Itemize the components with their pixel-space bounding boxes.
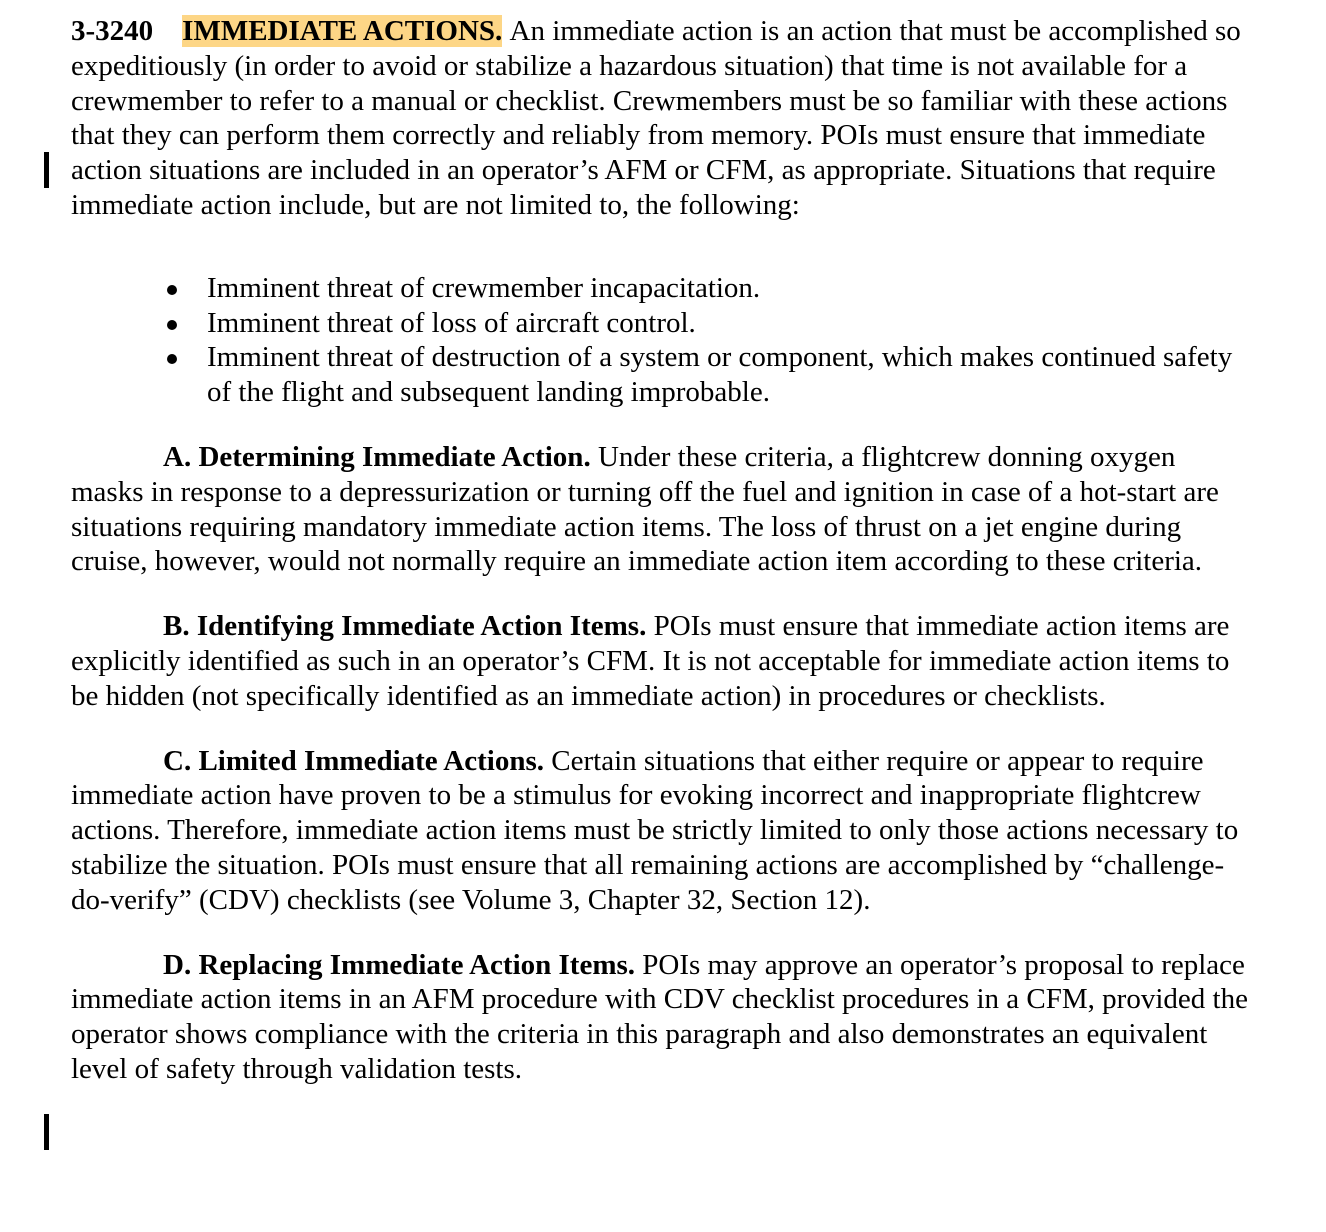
subsection-a	[71, 440, 1251, 579]
change-bar-intro	[44, 152, 49, 188]
change-bar-section-d	[44, 1114, 49, 1150]
subsection-d-letter: D.	[163, 948, 192, 981]
subsection-c-letter: C.	[163, 744, 192, 777]
subsection-b-title: Identifying Immediate Action Items.	[196, 610, 647, 643]
section-title: IMMEDIATE ACTIONS.	[182, 15, 503, 47]
list-item: Imminent threat of loss of aircraft control.	[71, 306, 1251, 341]
subsection-d-text: POIs may approve an operator’s proposal to replace immediate action items in an AFM procedure with CDV checklist procedures in a CFM, provided the operator shows compliance with the criteria in this paragraph and also demonstrates an equivalent level of safety through validation tests.	[71, 948, 1248, 1085]
section-number: 3-3240	[71, 15, 154, 47]
subsection-a-title: Determining Immediate Action.	[198, 440, 591, 473]
bullet-icon	[167, 285, 177, 295]
subsection-a-letter: A.	[163, 440, 192, 473]
section-intro-paragraph	[71, 14, 1251, 223]
subsection-b-text: POIs must ensure that immediate action items are explicitly identified as such in an operator’s CFM. It is not acceptable for immediate action items to be hidden (not specifically identified as an immediate action) in procedures or checklists.	[71, 610, 1230, 712]
subsection-d	[71, 948, 1251, 1087]
situation-list	[71, 271, 1251, 410]
section-intro-text: An immediate action is an action that must be accomplished so expeditiously (in order to avoid or stabilize a hazardous situation) that time is not available for a crewmember to refer to a manual or checklist. Crewmembers must be so familiar with these actions that they can perform them correctly and reliably from memory. POIs must ensure that immediate action situations are included in an operator’s AFM or CFM, as appropriate. Situations that require immediate action include, but are not limited to, the following:	[71, 15, 1241, 221]
subsection-c-title: Limited Immediate Actions.	[198, 744, 545, 777]
subsection-d-title: Replacing Immediate Action Items.	[198, 948, 636, 981]
bullet-icon	[167, 320, 177, 330]
list-item: Imminent threat of crewmember incapacitation.	[71, 271, 1251, 306]
subsection-a-text: Under these criteria, a flightcrew donning oxygen masks in response to a depressurization or turning off the fuel and ignition in case of a hot-start are situations requiring mandatory immediate action items. The loss of thrust on a jet engine during cruise, however, would not normally require an immediate action item according to these criteria.	[71, 440, 1219, 578]
subsection-b-letter: B.	[163, 610, 190, 643]
subsection-b	[71, 609, 1251, 713]
subsection-c	[71, 744, 1251, 918]
bullet-icon	[167, 354, 177, 364]
list-item: Imminent threat of destruction of a system or component, which makes continued safety of the flight and subsequent landing improbable.	[71, 340, 1251, 410]
subsection-c-text: Certain situations that either require or appear to require immediate action have proven to be a stimulus for evoking incorrect and inappropriate flightcrew actions. Therefore, immediate action items must be strictly limited to only those actions necessary to stabilize the situation. POIs must ensure that all remaining actions are accomplished by “challenge-do-verify” (CDV) checklists (see Volume 3, Chapter 32, Section 12).	[71, 744, 1239, 916]
document-page	[71, 14, 1251, 1087]
